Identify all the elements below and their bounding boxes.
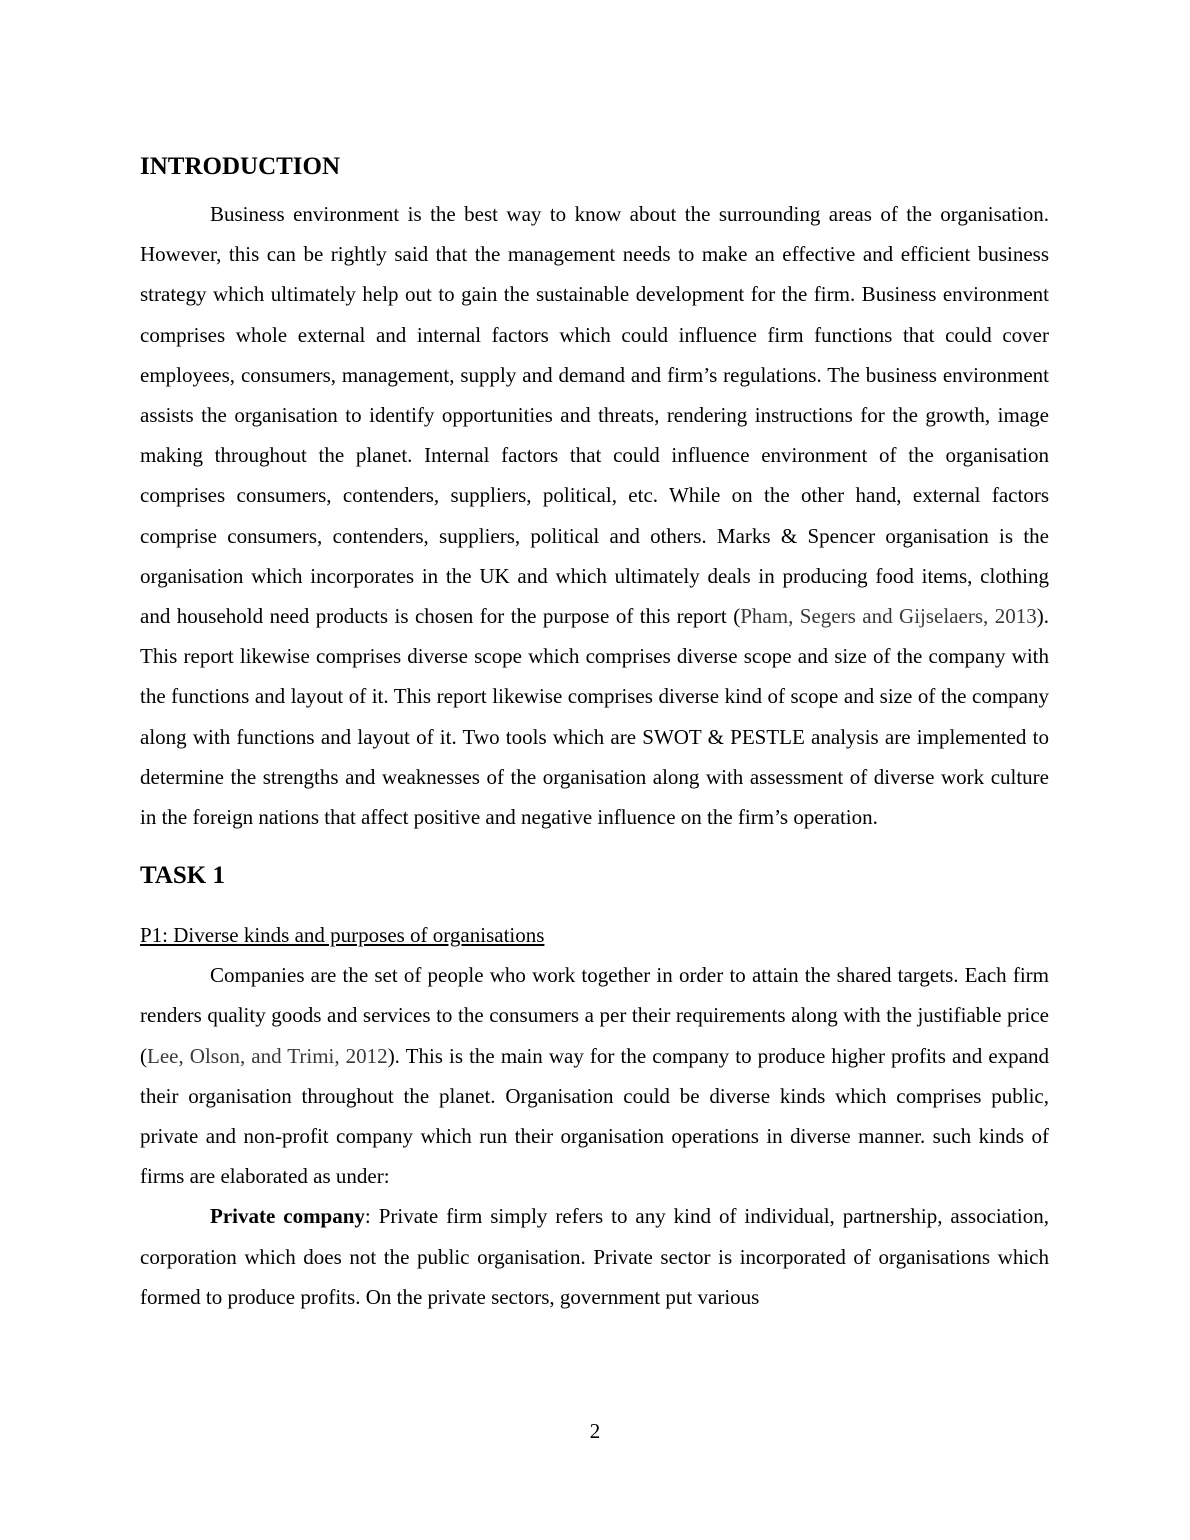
task1-text-rest: ). This is the main way for the company to produce higher profits and expand their organisation throughout the planet. Organisation could be diverse kinds which comprises public, private and non-profit company which run their organisation operations in diverse manner. such kinds of firms are elaborated as under:	[140, 1043, 1049, 1189]
p1-subheading: P1: Diverse kinds and purposes of organisations	[140, 923, 545, 948]
task1-paragraph-1	[140, 955, 1049, 1196]
page-number: 2	[589, 1419, 601, 1443]
introduction-paragraph	[140, 194, 1049, 837]
intro-text-rest: ). This report likewise comprises diverse scope which comprises diverse scope and size of the company with the functions and layout of it. This report likewise comprises diverse kind of scope and size of the company along with functions and layout of it. Two tools which are SWOT & PESTLE analysis are implemented to determine the strengths and weaknesses of the organisation along with assessment of diverse work culture in the foreign nations that affect positive and negative influence on the firm’s operation.	[140, 604, 1049, 830]
task1-text: Companies are the set of people who work together in order to attain the shared targets. Each firm renders quality goods and services to the consumers a per their requirements along with the justifiable price (	[140, 963, 1049, 1068]
intro-citation: Pham, Segers and Gijselaers, 2013	[740, 604, 1037, 629]
private-company-text: : Private firm simply refers to any kind of individual, partnership, association, corporation which does not the public organisation. Private sector is incorporated of organisations which formed to produce profits. On the private sectors, government put various	[140, 1204, 1049, 1309]
document-page	[140, 150, 1049, 1317]
private-company-term: Private company	[210, 1204, 365, 1229]
private-company-paragraph	[140, 1196, 1049, 1317]
introduction-heading: INTRODUCTION	[140, 153, 341, 180]
intro-text: Business environment is the best way to know about the surrounding areas of the organisation. However, this can be rightly said that the management needs to make an effective and efficient business strategy which ultimately help out to gain the sustainable development for the firm. Business environment comprises whole external and internal factors which could influence firm functions that could cover employees, consumers, management, supply and demand and firm’s regulations. The business environment assists the organisation to identify opportunities and threats, rendering instructions for the growth, image making throughout the planet. Internal factors that could influence environment of the organisation comprises consumers, contenders, suppliers, political, etc. While on the other hand, external factors comprise consumers, contenders, suppliers, political and others. Marks & Spencer organisation is the organisation which incorporates in the UK and which ultimately deals in producing food items, clothing and household need products is chosen for the purpose of this report (	[140, 202, 1049, 629]
task1-heading: TASK 1	[140, 862, 225, 890]
task1-citation: Lee, Olson, and Trimi, 2012	[147, 1043, 388, 1068]
